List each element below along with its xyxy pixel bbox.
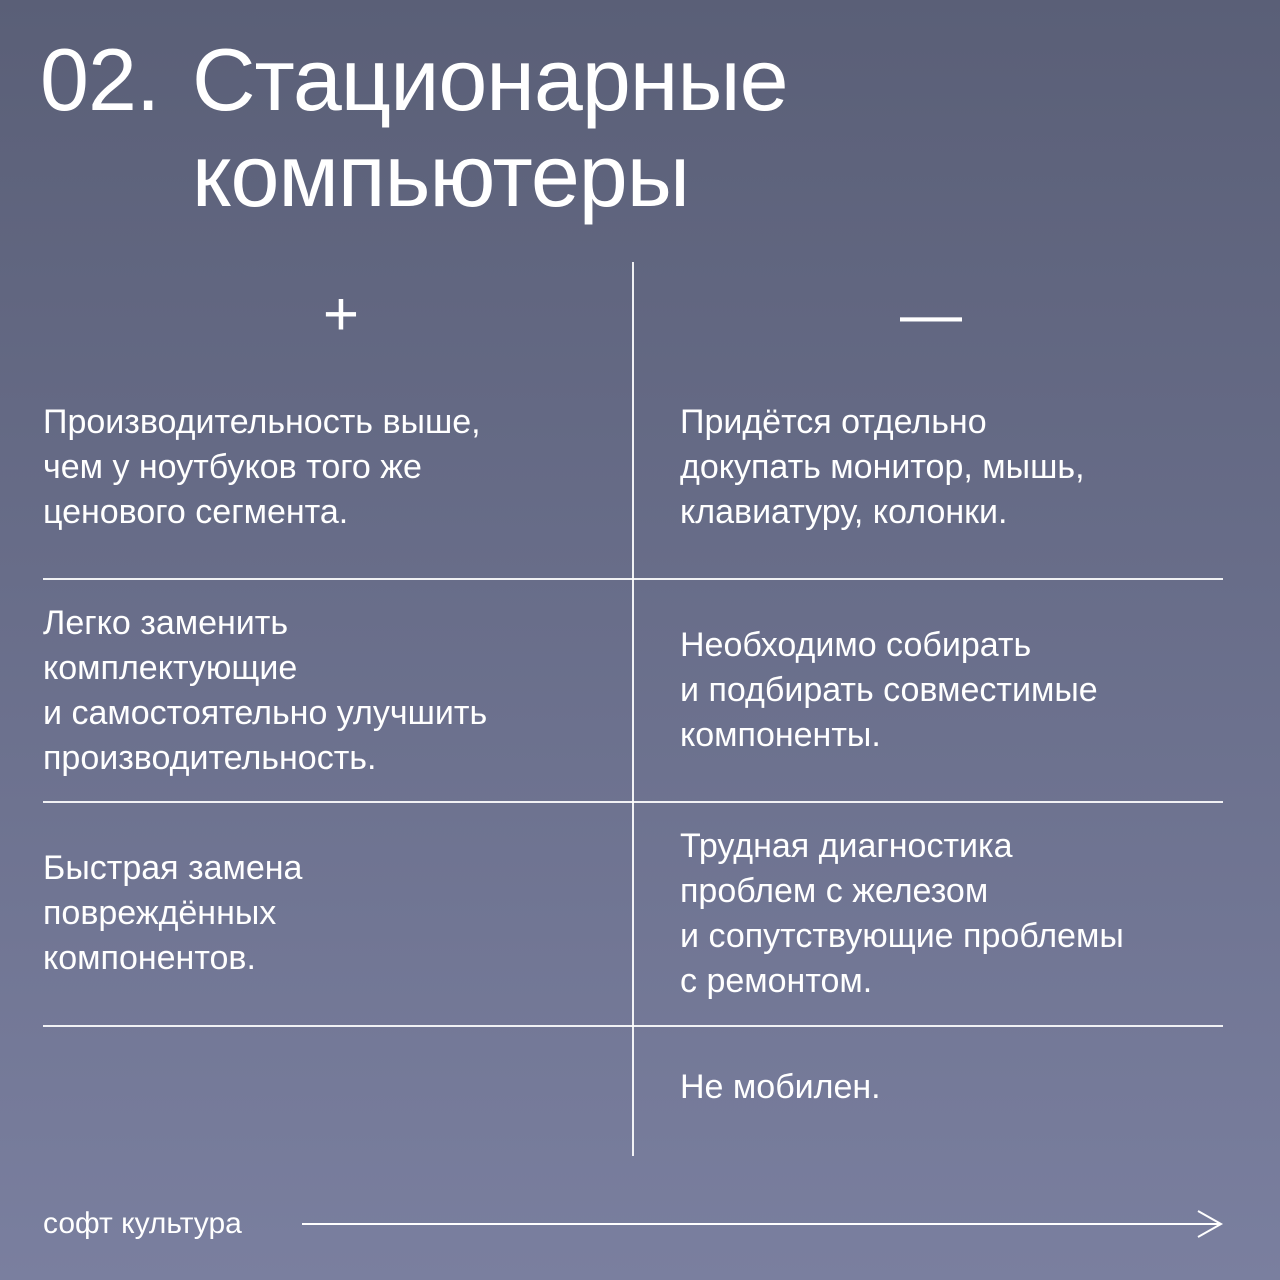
brand-label: софт культура bbox=[43, 1207, 242, 1240]
cons-symbol: — bbox=[900, 280, 962, 349]
row-divider bbox=[43, 1025, 1223, 1027]
con-cell-2: Необходимо собирать и подбирать совместимые компоненты. bbox=[680, 626, 1098, 754]
row-divider bbox=[43, 801, 1223, 803]
con-cell-3: Трудная диагностика проблем с железом и сопутствующие проблемы с ремонтом. bbox=[680, 827, 1124, 1000]
section-number: 02. bbox=[40, 30, 160, 129]
con-cell-1: Придётся отдельно докупать монитор, мышь, клавиатуру, колонки. bbox=[680, 403, 1085, 531]
pro-cell-3: Быстрая замена повреждённых компонентов. bbox=[43, 849, 303, 977]
con-cell-4: Не мобилен. bbox=[680, 1068, 881, 1106]
pro-cell-2: Легко заменить комплектующие и самостоятельно улучшить производительность. bbox=[43, 604, 488, 777]
arrow-right-icon bbox=[302, 1209, 1226, 1239]
column-divider bbox=[632, 262, 634, 1156]
row-divider bbox=[43, 578, 1223, 580]
section-title: Стационарные компьютеры bbox=[192, 30, 788, 225]
pros-symbol: + bbox=[322, 280, 360, 349]
pro-cell-1: Производительность выше, чем у ноутбуков того же ценового сегмента. bbox=[43, 403, 481, 531]
page-title bbox=[40, 32, 892, 224]
